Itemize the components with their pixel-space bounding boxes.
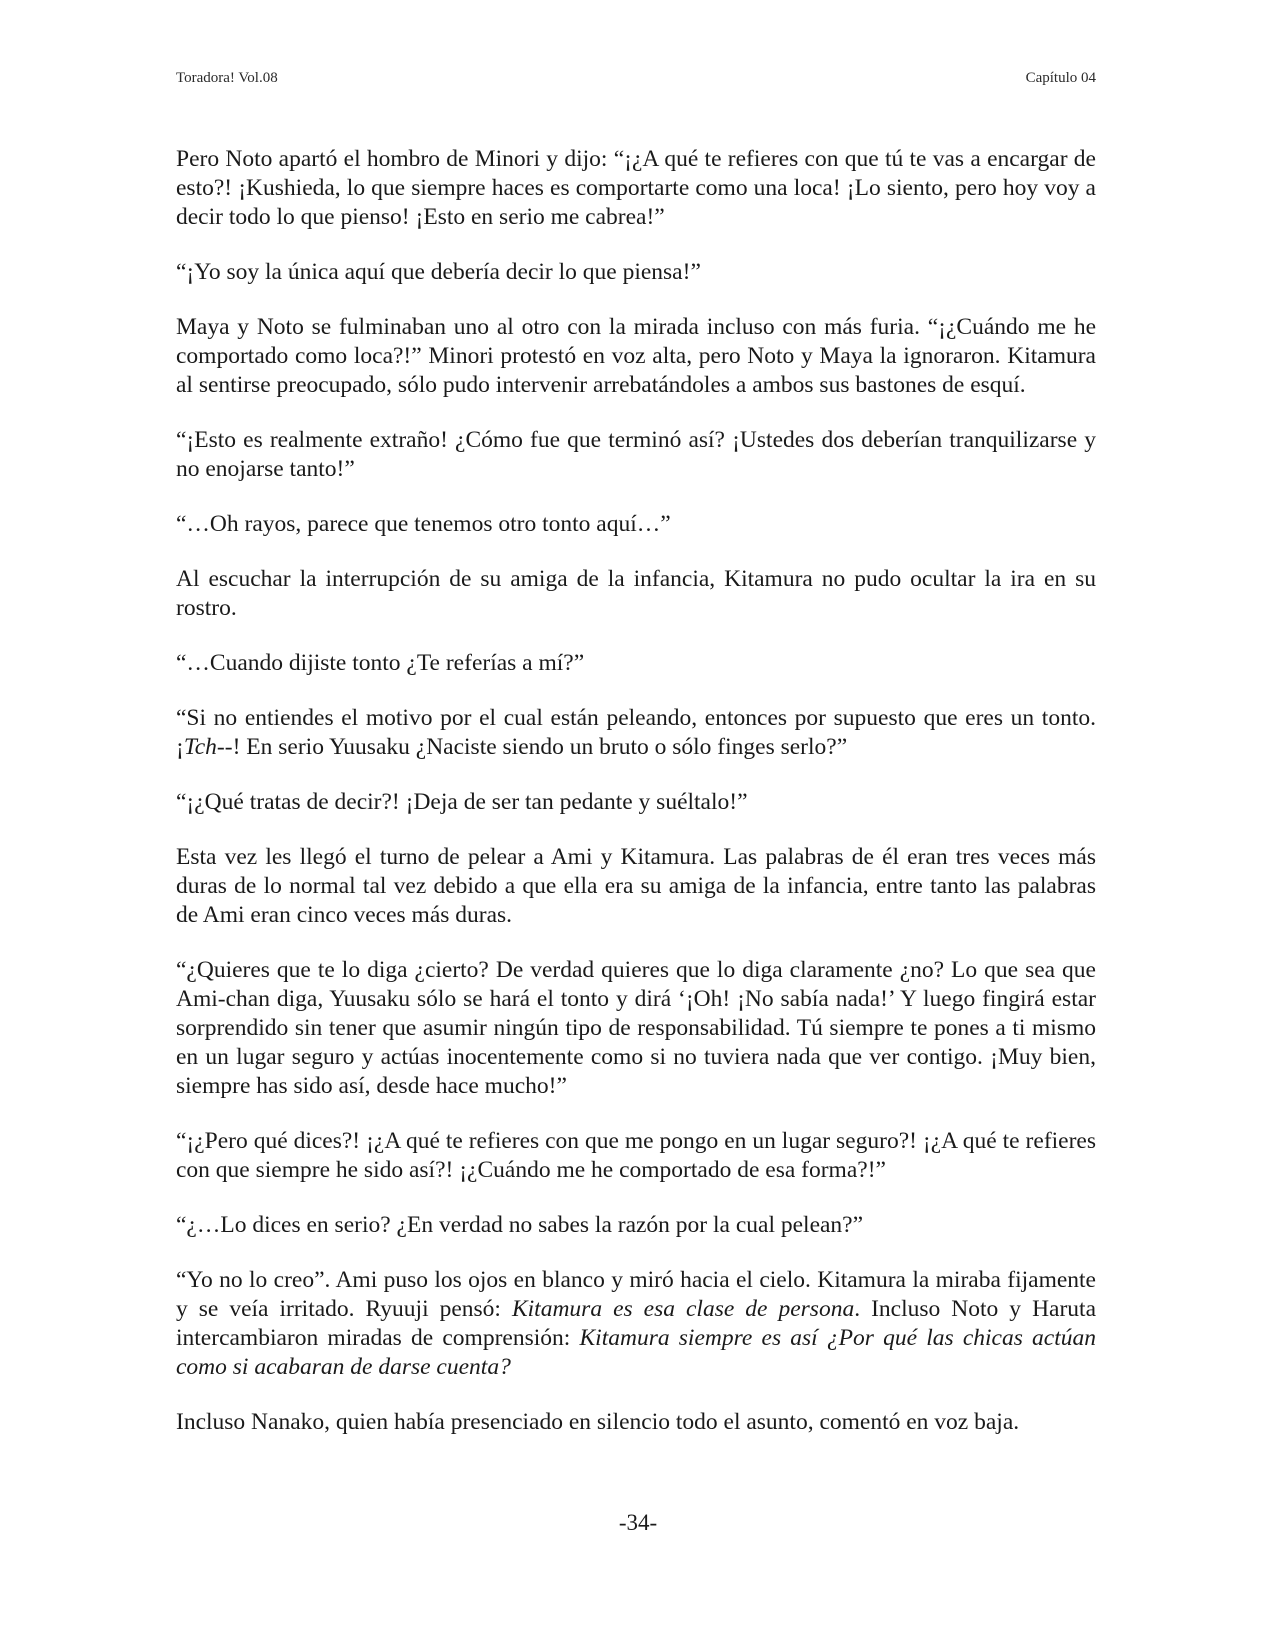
header-chapter: Capítulo 04: [1025, 70, 1096, 86]
paragraph-text: . Incluso Noto y Haruta intercambiaron miradas de comprensión:: [176, 1296, 1097, 1351]
paragraph: “…Oh rayos, parece que tenemos otro tonto aquí…”: [176, 511, 671, 537]
header-book-title: Toradora! Vol.08: [176, 70, 278, 86]
paragraph: Pero Noto apartó el hombro de Minori y dijo: “¡¿A qué te refieres con que tú te vas a encargar de esto?! ¡Kushieda, lo que siempre haces es comportarte como una loca! ¡Lo siento, pero hoy voy a decir todo lo que pienso! ¡Esto en serio me cabrea!”: [176, 146, 1096, 230]
paragraph: “¡Yo soy la única aquí que debería decir lo que piensa!”: [176, 259, 701, 285]
paragraph: “¿…Lo dices en serio? ¿En verdad no sabes la razón por la cual pelean?”: [176, 1212, 864, 1238]
paragraph: Maya y Noto se fulminaban uno al otro con la mirada incluso con más furia. “¡¿Cuándo me he comportado como loca?!” Minori protestó en voz alta, pero Noto y Maya la ignoraron. Kitamura al sentirse preocupado, sólo pudo intervenir arrebatándoles a ambos sus bastones de esquí.: [176, 314, 1096, 398]
paragraph: Esta vez les llegó el turno de pelear a Ami y Kitamura. Las palabras de él eran tres veces más duras de lo normal tal vez debido a que ella era su amiga de la infancia, entre tanto las palabras de Ami eran cinco veces más duras.: [176, 844, 1096, 928]
paragraph: “¡¿Pero qué dices?! ¡¿A qué te refieres con que me pongo en un lugar seguro?! ¡¿A qué te refieres con que siempre he sido así?! ¡¿Cuándo me he comportado de esa forma?!”: [176, 1128, 1096, 1183]
page-number: -34-: [618, 1510, 658, 1535]
paragraph: “¿Quieres que te lo diga ¿cierto? De verdad quieres que lo diga claramente ¿no? Lo que sea que Ami-chan diga, Yuusaku sólo se hará el tonto y dirá ‘¡Oh! ¡No sabía nada!’ Y luego fingirá estar sorprendido sin tener que asumir ningún tipo de responsabilidad. Tú siempre te pones a ti mismo en un lugar seguro y actúas inocentemente como si no tuviera nada que ver contigo. ¡Muy bien, siempre has sido así, desde hace mucho!”: [176, 957, 1096, 1099]
paragraph-text: “Yo no lo creo”. Ami puso los ojos en blanco y miró hacia el cielo. Kitamura la miraba fijamente y se veía irritado. Ryuuji pensó:: [176, 1267, 1096, 1322]
paragraph-text: ! En serio Yuusaku ¿Naciste siendo un bruto o sólo finges serlo?”: [232, 734, 848, 760]
paragraph: Incluso Nanako, quien había presenciado en silencio todo el asunto, comentó en voz baja.: [176, 1409, 1020, 1435]
paragraph: Al escuchar la interrupción de su amiga de la infancia, Kitamura no pudo ocultar la ira en su rostro.: [176, 566, 1096, 621]
body-text: [176, 145, 1096, 1437]
paragraph-italic: Tch--: [183, 734, 233, 760]
paragraph: [176, 704, 1096, 762]
page-header: [176, 70, 1096, 94]
paragraph: “¡Esto es realmente extraño! ¿Cómo fue que terminó así? ¡Ustedes dos deberían tranquilizarse y no enojarse tanto!”: [176, 427, 1096, 482]
paragraph-italic: Kitamura siempre es así ¿Por qué las chicas actúan como si acabaran de darse cuenta?: [176, 1325, 1096, 1380]
paragraph-text: “Si no entiendes el motivo por el cual están peleando, entonces por supuesto que eres un tonto. ¡: [176, 705, 1096, 760]
paragraph-italic: Kitamura es esa clase de persona: [511, 1296, 855, 1322]
paragraph: “¡¿Qué tratas de decir?! ¡Deja de ser tan pedante y suéltalo!”: [176, 789, 748, 815]
paragraph: [176, 1266, 1096, 1382]
paragraph: “…Cuando dijiste tonto ¿Te referías a mí?”: [176, 650, 585, 676]
